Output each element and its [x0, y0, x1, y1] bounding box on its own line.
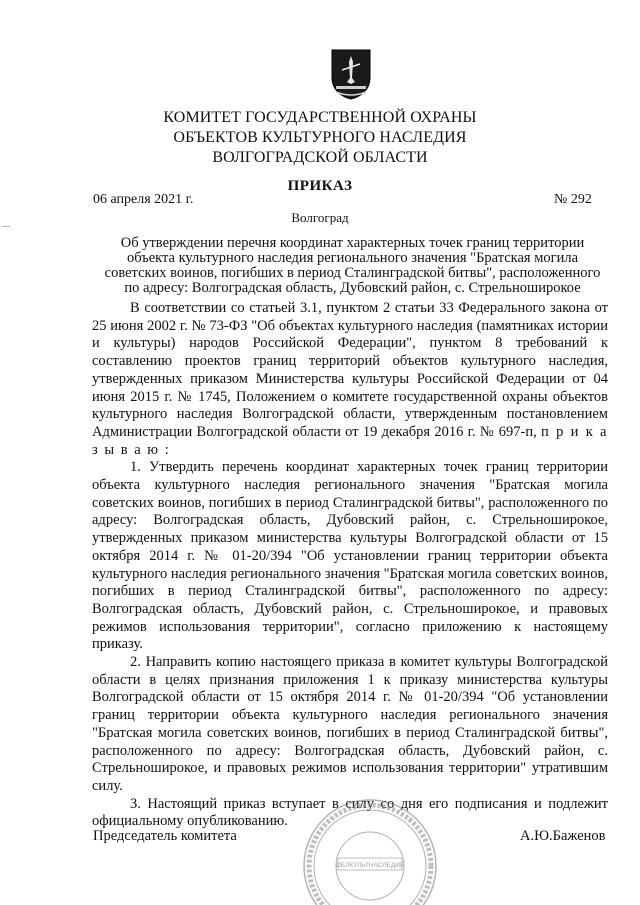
header-line-2: ОБЪЕКТОВ КУЛЬТУРНОГО НАСЛЕДИЯ	[173, 129, 467, 146]
volgograd-emblem-graphic	[330, 48, 372, 100]
header-line-1: КОМИТЕТ ГОСУДАРСТВЕННОЙ ОХРАНЫ	[163, 109, 477, 126]
preamble-text: В соответствии со статьей 3.1, пунктом 2 статьи 33 Федерального закона от 25 июня 2002 г. № 73-ФЗ "Об объектах культурного наследия (памятниках истории и культуры) народов Российской Федерации", пунктом 8 требований к составлению проектов границ территорий объектов культурного наследия, утвержденных приказом Министерства культуры Российской Федерации от 04 июня 2015 г. № 1745, Положением о комитете государственной охраны объектов культурного наследия Волгоградской области, утвержденным постановлением Администрации Волгоградской области от 19 декабря 2016 г. № 697-п,	[92, 300, 608, 440]
coat-of-arms-icon	[330, 48, 372, 100]
order-title: ПРИКАЗ	[287, 178, 353, 194]
order-number: № 292	[554, 192, 592, 207]
order-city: Волгоград	[291, 210, 349, 225]
preamble-paragraph	[92, 300, 608, 459]
stamp-center-text: ОБЛКУЛЬТНАСЛЕДИЕ	[335, 862, 405, 869]
order-body	[92, 300, 608, 831]
item-1-paragraph: 1. Утвердить перечень координат характерных точек границ территории объекта культурного наследия регионального значения "Братская могила советских воинов, погибших в период Сталинградской битвы", расположенного по адресу: Волгоградская область, Дубовский район, с. Стрельноширокое, утвержденных приказом министерства культуры Волгоградской области от 15 октября 2014 г. № 01-20/394 "Об установлении границ территории объекта культурного наследия регионального значения "Братская могила советских воинов, погибших в период Сталинградской битвы", расположенного по адресу: Волгоградская область, Дубовский район, с. Стрельноширокое, и правовых режимов использования территории", согласно приложению к настоящему приказу.	[92, 459, 608, 653]
stamp-graphic	[300, 796, 440, 905]
directive-text: п р и к а з ы в а ю :	[92, 423, 608, 458]
item-3-paragraph: 3. Настоящий приказ вступает в силу со дня его подписания и подлежит официальному опубликованию.	[92, 795, 608, 830]
signatory-position: Председатель комитета	[93, 828, 237, 844]
header-line-3: ВОЛГОГРАДСКОЙ ОБЛАСТИ	[212, 149, 428, 166]
item-2-paragraph: 2. Направить копию настоящего приказа в комитет культуры Волгоградской области в целях признания приложения 1 к приказу министерства культуры Волгоградской области от 15 октября 2014 г. № 01-20/394 "Об установлении границ территории объекта культурного наследия регионального значения "Братская могила советских воинов, погибших в период Сталинградской битвы", расположенного по адресу: Волгоградская область, Дубовский район, с. Стрельноширокое, и правовых режимов использования территории" утратившим силу.	[92, 654, 608, 794]
order-subject: Об утверждении перечня координат характерных точек границ территории объекта культурного наследия регионального значения "Братская могила советских воинов, погибших в период Сталинградской битвы", расположенного по адресу: Волгоградская область, Дубовский район, с. Стрельноширокое	[104, 235, 601, 296]
signatory-name: А.Ю.Баженов	[520, 828, 606, 844]
order-date: 06 апреля 2021 г.	[93, 192, 194, 207]
margin-mark	[2, 226, 10, 227]
official-stamp-icon	[300, 796, 440, 905]
organization-header	[0, 108, 640, 168]
